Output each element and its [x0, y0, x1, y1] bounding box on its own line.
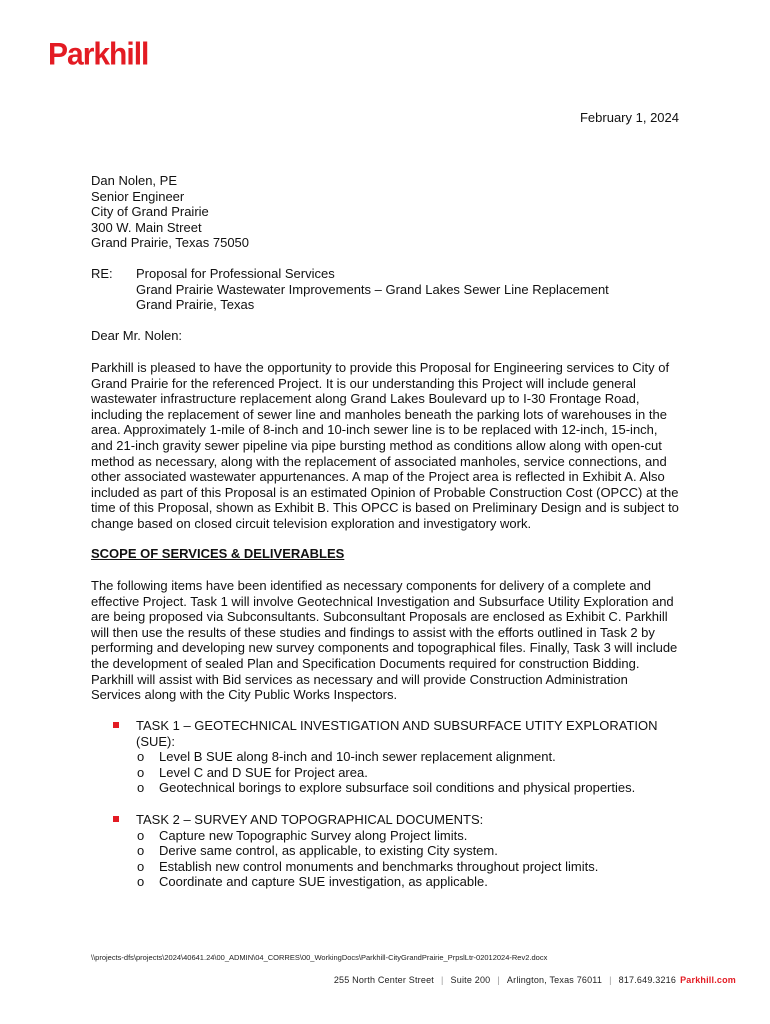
- list-item-text: Establish new control monuments and benchmarks throughout project limits.: [159, 858, 599, 874]
- re-line: Proposal for Professional Services: [136, 266, 335, 281]
- footer-separator: |: [609, 975, 612, 985]
- circle-bullet-icon: o: [137, 858, 145, 874]
- list-item: [136, 843, 681, 859]
- list-item: [136, 749, 681, 765]
- circle-bullet-icon: o: [137, 749, 145, 765]
- list-item: [136, 859, 681, 875]
- recipient-title: Senior Engineer: [91, 188, 185, 204]
- footer-website: Parkhill.com: [680, 975, 736, 985]
- circle-bullet-icon: o: [137, 764, 145, 780]
- task-title: TASK 2 – SURVEY AND TOPOGRAPHICAL DOCUMENTS:: [136, 812, 484, 827]
- task-1-items: [136, 749, 681, 796]
- list-item-text: Capture new Topographic Survey along Project limits.: [159, 827, 468, 843]
- footer-suite: Suite 200: [450, 975, 491, 985]
- scope-paragraph: The following items have been identified as necessary components for delivery of a complete and effective Project. Task 1 will involve Geotechnical Investigation and Subsurface Utility Exploration and are being proposed via Subconsultants. Subconsultant Proposals are enclosed as Exhibit C. Parkhill will then use the results of these studies and findings to assist with the efforts outlined in Task 2 by performing and developing new survey components and topographical files. Finally, Task 3 will include the development of sealed Plan and Specification Documents required for construction Bidding. Parkhill will assist with Bid services as necessary and will provide Construction Administration Services along with the City Public Works Inspectors.: [91, 578, 678, 703]
- parkhill-logo: Parkhill: [48, 37, 149, 72]
- square-bullet-icon: [113, 816, 119, 822]
- re-line: Grand Prairie Wastewater Improvements – Grand Lakes Sewer Line Replacement: [136, 281, 609, 297]
- task-2-items: [136, 828, 681, 890]
- footer-address: 255 North Center Street: [333, 975, 434, 985]
- task-2-block: [91, 812, 681, 890]
- letter-date: February 1, 2024: [579, 110, 679, 125]
- task-1-block: [91, 718, 681, 796]
- footer-phone: 817.649.3216: [618, 975, 677, 985]
- re-label: RE:: [91, 266, 113, 281]
- footer-separator: |: [440, 975, 444, 985]
- salutation: Dear Mr. Nolen:: [91, 328, 183, 343]
- recipient-street: 300 W. Main Street: [91, 219, 202, 235]
- footer-city: Arlington, Texas 76011: [506, 975, 603, 985]
- file-path: \\projects-dfs\projects\2024\40641.24\00_ADMIN\04_CORRES\00_WorkingDocs\Parkhill-CityGrandPrairie_PrpslLtr-02012024-Rev2.docx: [91, 953, 548, 962]
- circle-bullet-icon: o: [137, 874, 145, 890]
- recipient-organization: City of Grand Prairie: [91, 204, 209, 220]
- list-item: [136, 780, 681, 796]
- list-item-text: Level C and D SUE for Project area.: [159, 764, 368, 780]
- list-item: [136, 828, 681, 844]
- footer-separator: |: [497, 975, 500, 985]
- re-subject-lines: [136, 266, 609, 313]
- list-item-text: Level B SUE along 8-inch and 10-inch sewer replacement alignment.: [159, 749, 556, 765]
- circle-bullet-icon: o: [137, 843, 145, 859]
- task-2-title-row: [91, 812, 681, 828]
- letterhead-footer: [334, 975, 736, 985]
- list-item: [136, 765, 681, 781]
- recipient-name: Dan Nolen, PE: [91, 173, 177, 188]
- list-item-text: Geotechnical borings to explore subsurface soil conditions and physical properties.: [159, 780, 636, 796]
- list-item-text: Coordinate and capture SUE investigation, as applicable.: [159, 874, 488, 890]
- list-item: [136, 874, 681, 890]
- recipient-address-block: [91, 173, 249, 251]
- task-1-title-row: [91, 718, 681, 749]
- intro-paragraph: Parkhill is pleased to have the opportunity to provide this Proposal for Engineering services to City of Grand Prairie for the referenced Project. It is our understanding this Project will include general wastewater infrastructure replacement along Grand Lakes Boulevard up to I-30 Frontage Road, including the replacement of sewer line and manholes beneath the parking lots of warehouses in the area. Approximately 1-mile of 8-inch and 10-inch sewer line is to be replaced with 12-inch, 15-inch, and 21-inch gravity sewer pipeline via pipe bursting method as conditions allow along with open-cut method as necessary, along with the replacement of associated manholes, service connections, and other associated wastewater appurtenances. A map of the Project area is reflected in Exhibit A. Also included as part of this Proposal is an estimated Opinion of Probable Construction Cost (OPCC) at the time of this Proposal, shown as Exhibit B. This OPCC is based on Preliminary Design and is subject to change based on closed circuit television exploration and investigatory work.: [91, 360, 679, 531]
- recipient-city-state: Grand Prairie, Texas 75050: [91, 235, 250, 251]
- circle-bullet-icon: o: [137, 827, 145, 843]
- scope-heading: SCOPE OF SERVICES & DELIVERABLES: [91, 546, 345, 561]
- re-line: Grand Prairie, Texas: [136, 297, 255, 313]
- task-title: TASK 1 – GEOTECHNICAL INVESTIGATION AND SUBSURFACE UTITY EXPLORATION (SUE):: [136, 718, 658, 749]
- square-bullet-icon: [113, 722, 119, 728]
- circle-bullet-icon: o: [137, 780, 145, 796]
- list-item-text: Derive same control, as applicable, to existing City system.: [159, 843, 498, 859]
